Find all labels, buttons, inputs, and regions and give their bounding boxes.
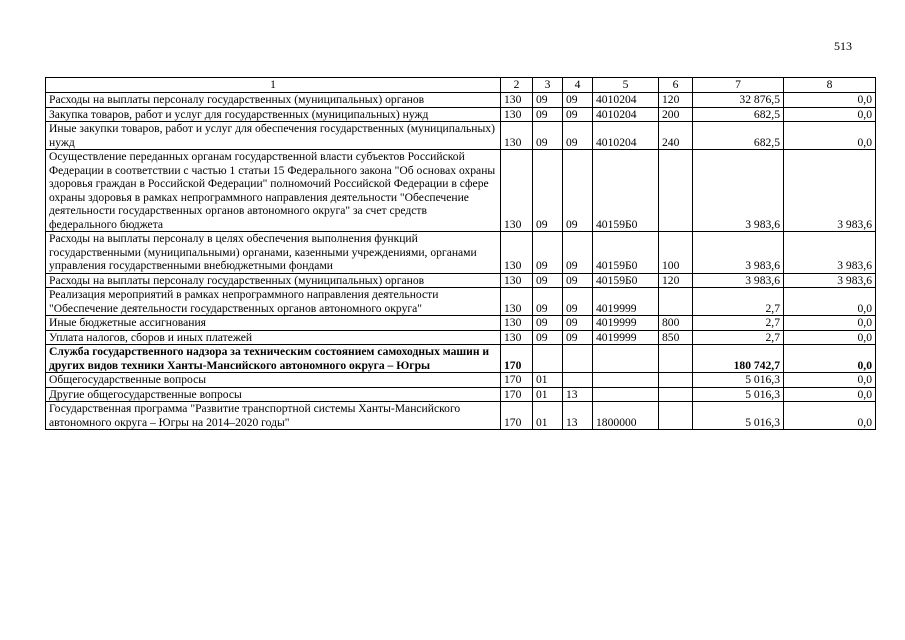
cell-federal-amount: 0,0 (784, 122, 876, 150)
cell-description: Иные закупки товаров, работ и услуг для обеспечения государственных (муниципальных) нужд (46, 122, 501, 150)
cell-expense-type (659, 288, 693, 316)
column-header: 7 (693, 78, 784, 93)
cell-target-item: 40159Б0 (593, 150, 659, 232)
cell-section: 09 (533, 273, 563, 288)
table-row (46, 288, 876, 316)
table-row (46, 150, 876, 232)
table-row (46, 273, 876, 288)
table-row (46, 373, 876, 388)
column-header: 6 (659, 78, 693, 93)
cell-target-item (593, 345, 659, 373)
cell-subsection: 09 (563, 122, 593, 150)
cell-description: Расходы на выплаты персоналу государственных (муниципальных) органов (46, 273, 501, 288)
cell-federal-amount: 3 983,6 (784, 232, 876, 274)
cell-amount: 2,7 (693, 330, 784, 345)
table-row (46, 316, 876, 331)
cell-federal-amount: 0,0 (784, 107, 876, 122)
cell-target-item: 4019999 (593, 316, 659, 331)
cell-ministry-code: 130 (501, 273, 533, 288)
cell-ministry-code: 130 (501, 150, 533, 232)
cell-amount: 3 983,6 (693, 150, 784, 232)
cell-subsection: 13 (563, 402, 593, 430)
cell-federal-amount: 3 983,6 (784, 273, 876, 288)
cell-section: 09 (533, 330, 563, 345)
cell-amount: 5 016,3 (693, 387, 784, 402)
cell-section: 09 (533, 288, 563, 316)
cell-expense-type: 240 (659, 122, 693, 150)
cell-amount: 3 983,6 (693, 232, 784, 274)
cell-subsection: 09 (563, 273, 593, 288)
cell-target-item: 4010204 (593, 107, 659, 122)
cell-subsection: 13 (563, 387, 593, 402)
table-row (46, 232, 876, 274)
cell-description: Расходы на выплаты персоналу государственных (муниципальных) органов (46, 93, 501, 108)
cell-description: Уплата налогов, сборов и иных платежей (46, 330, 501, 345)
table-header-row (46, 78, 876, 93)
table-row (46, 387, 876, 402)
cell-section: 09 (533, 316, 563, 331)
column-header: 5 (593, 78, 659, 93)
cell-amount: 2,7 (693, 316, 784, 331)
cell-subsection: 09 (563, 150, 593, 232)
cell-subsection: 09 (563, 107, 593, 122)
cell-expense-type: 120 (659, 93, 693, 108)
cell-federal-amount: 0,0 (784, 402, 876, 430)
cell-section: 01 (533, 373, 563, 388)
cell-subsection: 09 (563, 330, 593, 345)
cell-target-item: 40159Б0 (593, 273, 659, 288)
cell-federal-amount: 0,0 (784, 330, 876, 345)
cell-ministry-code: 130 (501, 288, 533, 316)
budget-table (45, 77, 876, 430)
column-header: 8 (784, 78, 876, 93)
cell-subsection: 09 (563, 93, 593, 108)
cell-federal-amount: 0,0 (784, 288, 876, 316)
cell-target-item: 4010204 (593, 93, 659, 108)
cell-expense-type: 800 (659, 316, 693, 331)
cell-expense-type: 120 (659, 273, 693, 288)
cell-description: Другие общегосударственные вопросы (46, 387, 501, 402)
cell-description: Общегосударственные вопросы (46, 373, 501, 388)
page-number: 513 (834, 39, 852, 53)
cell-ministry-code: 130 (501, 232, 533, 274)
cell-target-item (593, 387, 659, 402)
table-row (46, 122, 876, 150)
cell-section: 09 (533, 232, 563, 274)
table-row (46, 93, 876, 108)
cell-expense-type (659, 345, 693, 373)
cell-amount: 180 742,7 (693, 345, 784, 373)
cell-description: Осуществление переданных органам государственной власти субъектов Российской Федерации в соответствии с частью 1 статьи 15 Федерального закона "Об основах охраны здоровья граждан в Российской Федерации" полномочий Российской Федерации в сфере охраны здоровья в рамках непрограммного направления деятельности "Обеспечение деятельности государственных органов автономного округа" за счет средств федерального бюджета (46, 150, 501, 232)
cell-ministry-code: 130 (501, 93, 533, 108)
cell-federal-amount: 0,0 (784, 387, 876, 402)
cell-ministry-code: 170 (501, 373, 533, 388)
cell-ministry-code: 170 (501, 345, 533, 373)
cell-ministry-code: 170 (501, 387, 533, 402)
cell-ministry-code: 130 (501, 330, 533, 345)
cell-amount: 682,5 (693, 107, 784, 122)
column-header: 2 (501, 78, 533, 93)
cell-ministry-code: 170 (501, 402, 533, 430)
cell-target-item: 40159Б0 (593, 232, 659, 274)
column-header: 1 (46, 78, 501, 93)
cell-amount: 3 983,6 (693, 273, 784, 288)
cell-description: Расходы на выплаты персоналу в целях обеспечения выполнения функций государственными (муниципальными) органами, казенными учреждениями, органами управления государственными внебюджетными фондами (46, 232, 501, 274)
table-row (46, 330, 876, 345)
cell-subsection: 09 (563, 288, 593, 316)
cell-amount: 682,5 (693, 122, 784, 150)
cell-subsection (563, 345, 593, 373)
cell-section: 01 (533, 402, 563, 430)
cell-federal-amount: 0,0 (784, 93, 876, 108)
cell-ministry-code: 130 (501, 107, 533, 122)
cell-amount: 2,7 (693, 288, 784, 316)
cell-description: Реализация мероприятий в рамках непрограммного направления деятельности "Обеспечение деятельности государственных органов автономного округа" (46, 288, 501, 316)
cell-target-item: 4010204 (593, 122, 659, 150)
cell-section: 01 (533, 387, 563, 402)
cell-expense-type: 850 (659, 330, 693, 345)
table-row (46, 345, 876, 373)
table-body (46, 78, 876, 430)
cell-description: Государственная программа "Развитие транспортной системы Ханты-Мансийского автономного округа – Югры на 2014–2020 годы" (46, 402, 501, 430)
table-row (46, 402, 876, 430)
column-header: 3 (533, 78, 563, 93)
cell-section: 09 (533, 150, 563, 232)
cell-target-item: 4019999 (593, 288, 659, 316)
cell-section: 09 (533, 93, 563, 108)
cell-description: Закупка товаров, работ и услуг для государственных (муниципальных) нужд (46, 107, 501, 122)
cell-expense-type: 100 (659, 232, 693, 274)
cell-ministry-code: 130 (501, 316, 533, 331)
cell-federal-amount: 0,0 (784, 345, 876, 373)
cell-expense-type (659, 150, 693, 232)
cell-target-item (593, 373, 659, 388)
cell-expense-type (659, 387, 693, 402)
cell-description: Служба государственного надзора за техническим состоянием самоходных машин и других видов техники Ханты-Мансийского автономного округа – Югры (46, 345, 501, 373)
cell-amount: 5 016,3 (693, 402, 784, 430)
cell-federal-amount: 0,0 (784, 316, 876, 331)
cell-subsection: 09 (563, 232, 593, 274)
cell-target-item: 4019999 (593, 330, 659, 345)
cell-expense-type: 200 (659, 107, 693, 122)
table-row (46, 107, 876, 122)
cell-section: 09 (533, 122, 563, 150)
cell-subsection (563, 373, 593, 388)
cell-amount: 32 876,5 (693, 93, 784, 108)
cell-federal-amount: 3 983,6 (784, 150, 876, 232)
cell-expense-type (659, 402, 693, 430)
cell-expense-type (659, 373, 693, 388)
column-header: 4 (563, 78, 593, 93)
cell-federal-amount: 0,0 (784, 373, 876, 388)
cell-section: 09 (533, 107, 563, 122)
cell-target-item: 1800000 (593, 402, 659, 430)
cell-ministry-code: 130 (501, 122, 533, 150)
cell-amount: 5 016,3 (693, 373, 784, 388)
cell-section (533, 345, 563, 373)
cell-description: Иные бюджетные ассигнования (46, 316, 501, 331)
cell-subsection: 09 (563, 316, 593, 331)
